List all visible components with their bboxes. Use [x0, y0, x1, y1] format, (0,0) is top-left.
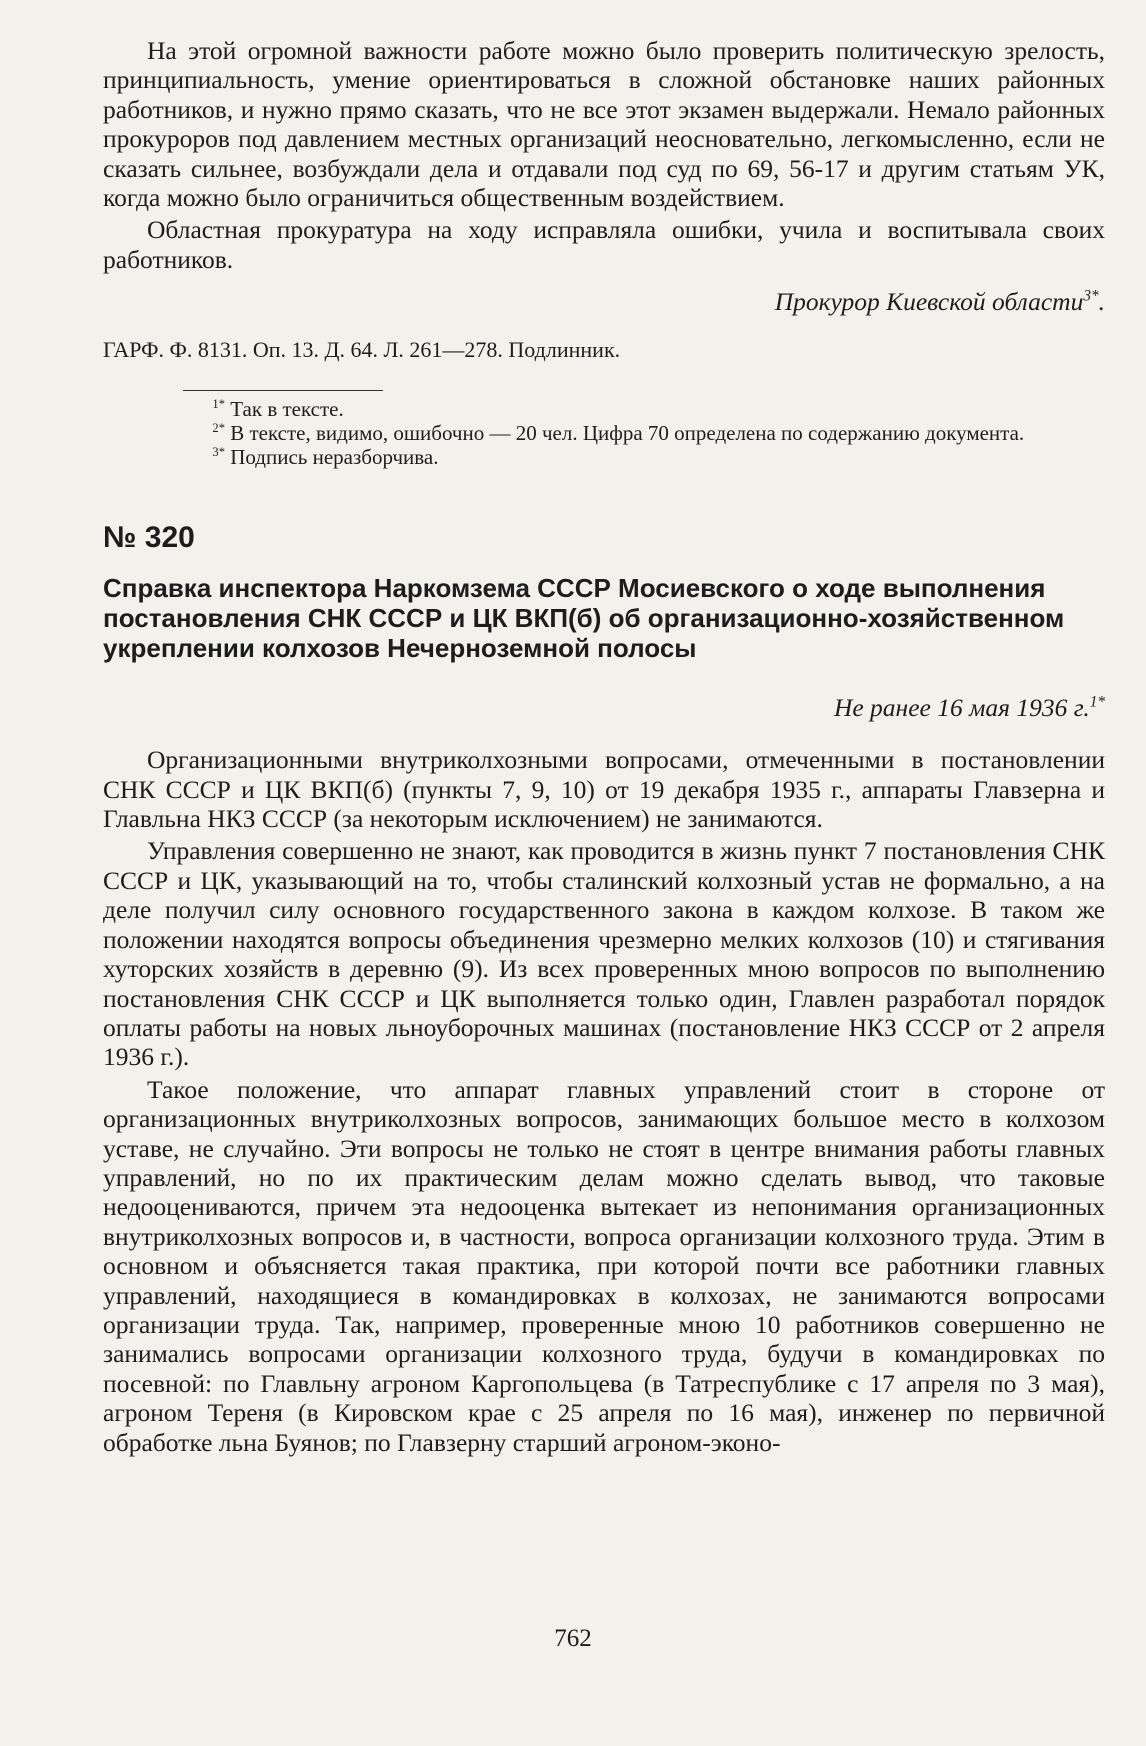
signature-footnote-mark: 3* — [1083, 287, 1099, 305]
footnote-1 — [103, 397, 1105, 421]
footnote-2-mark: 2* — [212, 421, 225, 436]
footnote-3 — [103, 445, 1105, 469]
footnote-3-text: Подпись неразборчива. — [230, 445, 439, 470]
signature: Прокурор Киевской области$^{3*}$. — [774, 287, 1105, 317]
archive-source: ГАРФ. Ф. 8131. Оп. 13. Д. 64. Л. 261—278. Подлинник. — [103, 337, 621, 363]
document-number: № 320 — [103, 521, 195, 555]
footnote-1-mark: 1* — [212, 397, 225, 412]
signature-text: Прокурор Киевской области — [774, 287, 1084, 317]
footnote-1-text: Так в тексте. — [230, 397, 344, 422]
document-date-footnote-mark: 1* — [1089, 693, 1105, 711]
page-number: 762 — [554, 1625, 592, 1652]
footnote-divider — [183, 390, 383, 391]
document-title: Справка инспектора Наркомзема СССР Мосиевского о ходе выполнения постановления СНК СССР и ЦК ВКП(б) об организационно-хозяйственном укреплении колхозов Нечерноземной полосы — [103, 573, 1065, 664]
document-date — [103, 693, 1105, 723]
paragraph-top-2: Областная прокуратура на ходу исправляла ошибки, учила и воспитывала своих работников. — [103, 215, 1105, 274]
document-date-text: Не ранее 16 мая 1936 г. — [833, 693, 1090, 723]
footnote-3-mark: 3* — [212, 445, 225, 460]
paragraph-top-1: На этой огромной важности работе можно было проверить политическую зрелость, принципиальность, умение ориентироваться в сложной обстановке наших районных работников, и нужно прямо сказать, что не все этот экзамен выдержали. Немало районных прокуроров под давлением местных организаций неосновательно, легкомысленно, если не сказать сильнее, возбуждали дела и отдавали под суд по 69, 56-17 и другим статьям УК, когда можно было ограничиться общественным воздействием. — [103, 36, 1105, 213]
footnote-2 — [103, 421, 1105, 445]
paragraph-main-1: Организационными внутриколхозными вопросами, отмеченными в постановлении СНК СССР и ЦК ВКП(б) (пункты 7, 9, 10) от 19 декабря 1935 г., аппараты Главзерна и Главльна НКЗ СССР (за некоторым исключением) не занимаются. — [103, 745, 1105, 834]
footnote-2-text: В тексте, видимо, ошибочно — 20 чел. Цифра 70 определена по содержанию документа. — [230, 421, 1025, 446]
paragraph-main-2: Управления совершенно не знают, как проводится в жизнь пункт 7 постановления СНК СССР и ЦК, указывающий на то, чтобы сталинский колхозный устав не формально, а на деле получил силу основного государственного закона в каждом колхозе. В таком же положении находятся вопросы объединения чрезмерно мелких колхозов (10) и стягивания хуторских хозяйств в деревню (9). Из всех проверенных мною вопросов по выполнению постановления СНК СССР и ЦК выполняется только один, Главлен разработал порядок оплаты работы на новых льноуборочных машинах (постановление НКЗ СССР от 2 апреля 1936 г.). — [103, 836, 1105, 1072]
paragraph-main-3: Такое положение, что аппарат главных управлений стоит в стороне от организационных внутриколхозных вопросов, занимающих большое место в колхозом уставе, не случайно. Эти вопросы не только не стоят в центре внимания работы главных управлений, но по их практическим делам можно сделать вывод, что таковые недооцениваются, причем эта недооценка вытекает из непонимания организационных внутриколхозных вопросов и, в частности, вопроса организации колхозного труда. Этим в основном и объясняется такая практика, при которой почти все работники главных управлений, находящиеся в командировках в колхозах, не занимаются вопросами организации труда. Так, например, проверенные мною 10 работников совершенно не занимались вопросами организации колхозного труда, будучи в командировках по посевной: по Главльну агроном Каргопольцева (в Татреспублике с 17 апреля по 3 мая), агроном Тереня (в Кировском крае с 25 апреля по 16 мая), инженер по первичной обработке льна Буянов; по Главзерну старший агроном-эконо- — [103, 1074, 1105, 1457]
footnotes — [103, 397, 1105, 469]
